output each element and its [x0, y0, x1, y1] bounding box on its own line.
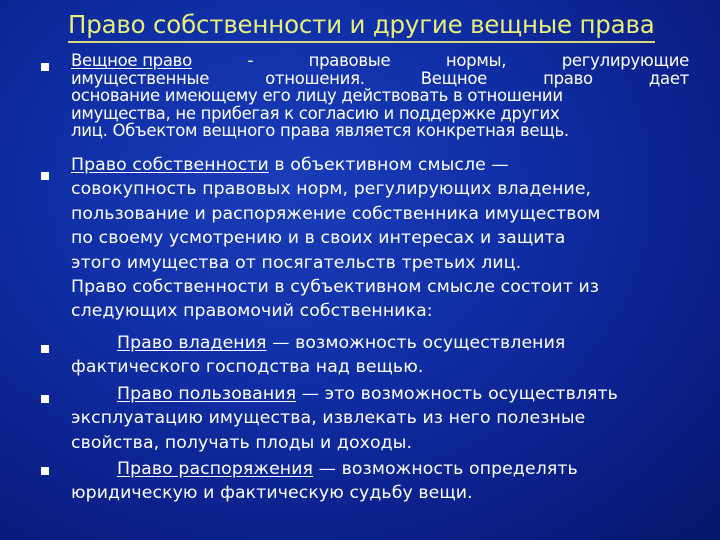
item2-line2: совокупность правовых норм, регулирующих владение, — [71, 179, 592, 200]
item2-line4: по своему усмотрению и в своих интересах и защита — [71, 228, 566, 249]
item1-word: право — [543, 68, 593, 88]
item3-line1 — [71, 331, 689, 355]
item-real-right — [71, 52, 689, 140]
item1-word: отношения. — [265, 68, 365, 88]
item1-line2 — [71, 70, 689, 88]
item-ownership-right — [71, 153, 689, 324]
item2-line1 — [71, 153, 689, 177]
square-bullet-icon — [41, 467, 49, 475]
item1-word: дает — [648, 68, 689, 88]
square-bullet-icon — [41, 345, 49, 353]
item3-rest: — возможность осуществления — [266, 333, 566, 353]
square-bullet-icon — [41, 395, 49, 403]
disposal-right-link[interactable]: Право распоряжения — [117, 459, 314, 479]
item5-line1 — [71, 457, 689, 481]
item5-rest: — возможность определять — [313, 459, 578, 479]
item-use-right — [71, 382, 689, 455]
slide-title: Право собственности и другие вещные права — [68, 10, 655, 43]
square-bullet-icon — [41, 172, 49, 180]
item5-line2: юридическую и фактическую судьбу вещи. — [71, 483, 473, 504]
item4-line1 — [71, 382, 689, 406]
item4-line3: свойства, получать плоды и доходы. — [71, 432, 413, 453]
item-disposal-right — [71, 457, 689, 506]
item1-word: - — [247, 51, 254, 70]
item-possession-right — [71, 331, 689, 380]
item2-line6: Право собственности в субъективном смысле состоит из — [71, 277, 600, 298]
item1-line4: имущества, не прибегая к согласию и поддержке других — [71, 103, 560, 123]
item1-word: регулирующие — [561, 51, 689, 70]
item4-rest: — это возможность осуществлять — [296, 384, 618, 404]
item1-line1 — [71, 52, 689, 70]
use-right-link[interactable]: Право пользования — [117, 384, 297, 404]
item1-word: имущественные — [71, 68, 210, 88]
possession-right-link[interactable]: Право владения — [117, 333, 267, 353]
square-bullet-icon — [41, 63, 49, 71]
item4-line2: эксплуатацию имущества, извлекать из него полезные — [71, 408, 586, 429]
item1-line3: основание имеющему его лицу действовать в отношении — [71, 86, 563, 106]
item1-word: правовые — [308, 51, 391, 70]
item2-line1-rest: в объективном смысле — — [268, 155, 509, 175]
item1-word: Вещное — [420, 68, 488, 88]
ownership-right-link[interactable]: Право собственности — [71, 155, 269, 175]
item1-word: нормы, — [445, 51, 507, 70]
item2-line3: пользование и распоряжение собственника имуществом — [71, 203, 601, 224]
real-right-link[interactable]: Вещное право — [71, 51, 192, 70]
item2-line7: следующих правомочий собственника: — [71, 301, 433, 322]
item1-line5: лиц. Объектом вещного права является конкретная вещь. — [71, 121, 569, 141]
item3-line2: фактического господства над вещью. — [71, 357, 424, 378]
item2-line5: этого имущества от посягательств третьих лиц. — [71, 252, 522, 273]
